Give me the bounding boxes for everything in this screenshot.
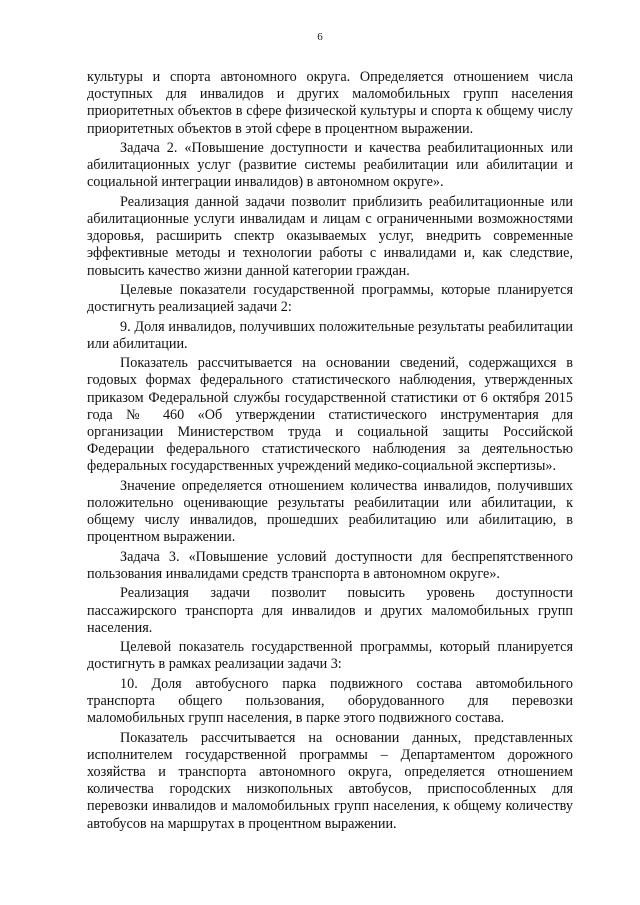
paragraph-task-2: Задача 2. «Повышение доступности и качества реабилитационных или абилитационных услуг (развитие системы реабилитации или абилитации и социальной интеграции инвалидов) в автономном округе». (87, 140, 573, 191)
paragraph-task-2-targets: Целевые показатели государственной программы, которые планируется достигнуть реализацией задачи 2: (87, 282, 573, 316)
page-number: 6 (317, 31, 323, 43)
paragraph-task-3-target: Целевой показатель государственной программы, который планируется достигнуть в рамках реализации задачи 3: (87, 639, 573, 673)
paragraph-indicator-9-value: Значение определяется отношением количества инвалидов, получивших положительно оценивающие результаты реабилитации или абилитации, к общему числу инвалидов, прошедших реабилитацию или абилитацию, в процентном выражении. (87, 477, 573, 546)
paragraph-indicator-9-method: Показатель рассчитывается на основании сведений, содержащихся в годовых формах федерального статистического наблюдения, утвержденных приказом Федеральной службы государственной статистики от 6 октября 2015 года № 460 «Об утверждении статистического инструментария для организации Министерством труда и социальной защиты Российской Федерации федерального статистического наблюдения за деятельностью федеральных государственных учреждений медико-социальной экспертизы». (87, 355, 573, 475)
paragraph-continuation: культуры и спорта автономного округа. Определяется отношением числа доступных для инвалидов и других маломобильных групп населения приоритетных объектов в сфере физической культуры и спорта к общему числу приоритетных объектов в этой сфере в процентном выражении. (87, 69, 573, 137)
paragraph-task-2-implementation: Реализация данной задачи позволит приблизить реабилитационные или абилитационные услуги инвалидам и лицам с ограниченными возможностями здоровья, расширить спектр оказываемых услуг, внедрить современные эффективные методы и технологии работы с инвалидами и, как следствие, повысить качество жизни данной категории граждан. (87, 193, 573, 279)
paragraph-task-3: Задача 3. «Повышение условий доступности для беспрепятственного пользования инвалидами средств транспорта в автономном округе». (87, 548, 573, 582)
paragraph-task-3-implementation: Реализация задачи позволит повысить уровень доступности пассажирского транспорта для инвалидов и других маломобильных групп населения. (87, 585, 573, 636)
document-body (87, 69, 573, 835)
paragraph-indicator-10-method: Показатель рассчитывается на основании данных, представленных исполнителем государственной программы – Департаментом дорожного хозяйства и транспорта автономного округа, определяется отношением количества городских низкопольных автобусов, приспособленных для перевозки инвалидов и маломобильных групп населения, к общему количеству автобусов на маршрутах в процентном выражении. (87, 729, 573, 832)
paragraph-indicator-9: 9. Доля инвалидов, получивших положительные результаты реабилитации или абилитации. (87, 318, 573, 352)
paragraph-indicator-10: 10. Доля автобусного парка подвижного состава автомобильного транспорта общего пользования, оборудованного для перевозки маломобильных групп населения, в парке этого подвижного состава. (87, 675, 573, 727)
